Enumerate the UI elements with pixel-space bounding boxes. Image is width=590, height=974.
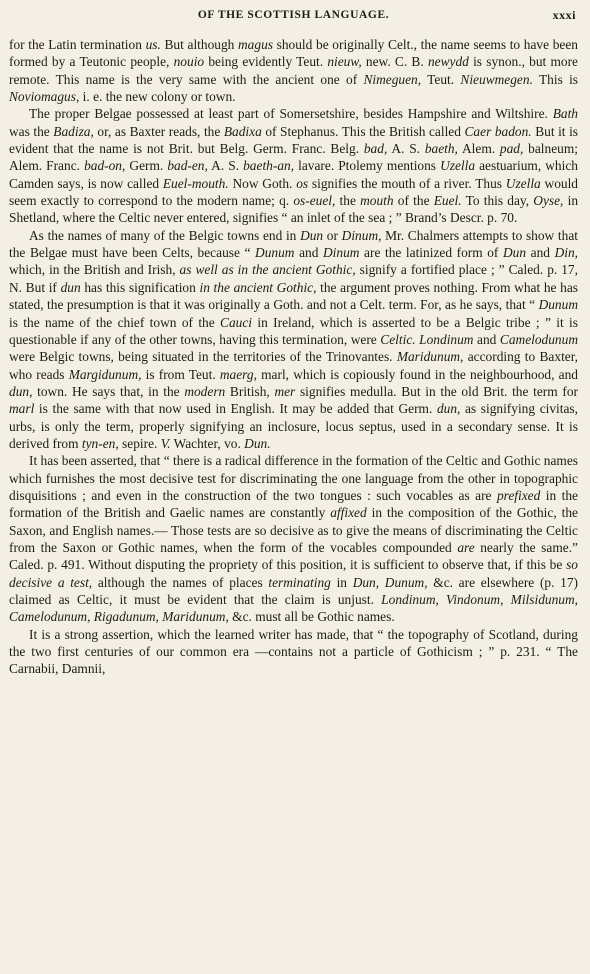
text-run: balneum; Alem. Franc. xyxy=(9,141,578,174)
italic-text: Badixa xyxy=(223,123,262,139)
italic-text: Euel. xyxy=(433,193,462,209)
text-run: As the names of many of the Belgic towns end in xyxy=(29,227,301,243)
text-run: nearly the same.” Caled. p. 491. Without disputing the propriety of this position, it is sufficient to observe that, if this be xyxy=(9,539,578,573)
italic-text: in the ancient Gothic, xyxy=(199,279,317,295)
italic-text: nouio xyxy=(173,54,205,70)
italic-text: Celtic. xyxy=(380,331,416,347)
text-run: Wachter, vo. xyxy=(170,435,245,451)
body-text xyxy=(9,36,578,678)
text-run: Germ. xyxy=(125,158,168,174)
italic-text: bad, xyxy=(363,141,388,157)
text-run: and xyxy=(526,245,555,261)
text-run: of the xyxy=(393,193,434,209)
text-run: in Ireland, which is asserted to be a Belgic tribe ; ” it is questionable if any of the other towns, having this termination, were xyxy=(9,314,578,347)
text-run: of Stephanus. This the British called xyxy=(261,123,465,139)
italic-text: newydd xyxy=(427,54,469,70)
text-run: i. e. the new colony or town. xyxy=(79,89,236,105)
italic-text: baeth-an, xyxy=(243,158,295,174)
italic-text: Din, xyxy=(554,245,578,261)
text-run: Mr. Chalmers attempts to show that the Belgae must have been Celts, because “ xyxy=(9,227,578,261)
italic-text: os-euel, xyxy=(293,193,336,209)
text-run: and xyxy=(294,245,323,261)
paragraph xyxy=(9,452,578,625)
italic-text: Caer badon. xyxy=(464,123,532,139)
paragraph xyxy=(9,105,578,226)
italic-text: Euel-mouth. xyxy=(162,175,229,191)
italic-text: pad, xyxy=(499,141,524,157)
italic-text: terminating xyxy=(268,574,331,590)
text-run: which, in the British and Irish, xyxy=(9,262,180,278)
italic-text: Nimeguen, xyxy=(363,71,422,87)
text-run: Now Goth. xyxy=(228,175,297,191)
text-run: It is a strong assertion, which the learned writer has made, that “ the topography of Scotland, during the two first centuries of our common era —contains not a particle of Gothicism ; ” p. 231. “ The Carnabii, Damnii, xyxy=(9,626,578,677)
italic-text: mer xyxy=(274,383,296,399)
text-run: A. S. xyxy=(387,141,425,157)
text-run: in xyxy=(330,574,353,590)
italic-text: Dinum, xyxy=(341,227,382,243)
text-run: is the same with that now used in English. It may be added that Germ. xyxy=(34,401,437,417)
italic-text: dun xyxy=(60,279,81,295)
text-run: is the name of the chief town of the xyxy=(9,314,221,330)
italic-text: affixed xyxy=(330,505,367,521)
text-run: or xyxy=(323,227,342,243)
paragraph xyxy=(9,36,578,105)
text-run: Teut. xyxy=(421,71,461,87)
text-run: the xyxy=(335,193,361,209)
text-run: town. He says that, in the xyxy=(32,383,185,399)
text-run: according to Baxter, who reads xyxy=(9,349,578,382)
text-run: lavare. Ptolemy mentions xyxy=(294,158,441,174)
text-run: British, xyxy=(225,383,275,399)
italic-text: Dun xyxy=(300,227,324,243)
text-run: But it is evident that the name is not Brit. but Belg. Germ. Franc. Belg. xyxy=(9,123,579,157)
italic-text: Bath xyxy=(552,106,578,122)
text-run: is synon., but more remote. This name is the very same with the ancient one of xyxy=(9,54,578,87)
text-run: and xyxy=(473,331,500,347)
italic-text: os xyxy=(296,175,309,191)
italic-text: Maridunum, xyxy=(396,349,464,365)
text-run: marl, which is copiously found in the neighbourhood, and xyxy=(256,366,578,382)
text-run: would seem exactly to correspond to the modern name; q. xyxy=(9,175,579,209)
italic-text: Dunum xyxy=(255,245,295,261)
italic-text: Margidunum, xyxy=(68,366,142,382)
italic-text: tyn-en, xyxy=(81,435,119,451)
italic-text: Oyse, xyxy=(533,193,564,209)
italic-text: Uzella xyxy=(505,175,541,191)
text-run: It has been asserted, that “ there is a radical difference in the formation of the Celtic and Gothic names which furnishes the most decisive test for discriminating the one language from the other in topographic disquisitions ; and even in the construction of the two tongues : such vocables as are xyxy=(9,453,578,503)
italic-text: Noviomagus, xyxy=(9,89,80,105)
italic-text: maerg, xyxy=(219,366,257,382)
text-run: aestuarium, which Camden says, is now called xyxy=(9,158,578,191)
text-run: the argument proves nothing. From what he has stated, the presumption is that it was originally a Goth. and not a Celt. term. For, as he says, that “ xyxy=(9,279,579,313)
italic-text: are xyxy=(457,539,475,555)
text-run: &c. are elsewhere (p. 17) claimed as Celtic, it must be evident that the claim is unjust. xyxy=(9,574,578,607)
italic-text: dun, xyxy=(9,383,33,399)
text-run: was the xyxy=(9,123,54,139)
italic-text: baeth, xyxy=(424,141,458,157)
italic-text: Badiza, xyxy=(53,123,94,139)
text-run: signifies medulla. But in the old Brit. the term for xyxy=(295,383,578,399)
italic-text: Londinum, Vindonum, Milsidunum, Camelodunum, Rigadunum, Maridunum, xyxy=(9,592,578,625)
italic-text: so decisive a test, xyxy=(9,557,578,590)
italic-text: Dun, Dunum, xyxy=(352,574,428,590)
italic-text: Uzella xyxy=(440,158,476,174)
text-run: as signifying civitas, urbs, is only the term, properly signifying an inclosure, locus septus, used in a secondary sense. It is derived from xyxy=(9,401,578,451)
italic-text: modern xyxy=(184,383,226,399)
italic-text: Dinum xyxy=(323,245,360,261)
italic-text: magus xyxy=(238,37,273,52)
text-run: A. S. xyxy=(207,158,244,174)
text-run: new. C. B. xyxy=(361,54,428,70)
italic-text: nieuw, xyxy=(327,54,362,70)
text-run: Alem. xyxy=(457,141,500,157)
text-run: were Belgic towns, being situated in the territories of the Trinovantes. xyxy=(9,349,397,365)
paragraph xyxy=(9,227,578,452)
text-run: sepire. xyxy=(118,435,161,451)
italic-text: prefixed xyxy=(496,487,541,503)
text-run: in the composition of the Gothic, the Saxon, and English names.— Those tests are so decisive as to give the means of discriminating the Celtic from the Saxon or Gothic names, when the form of the vocables compounded xyxy=(9,505,578,555)
text-run: in Shetland, where the Celtic never entered, signifies “ an inlet of the sea ; ” Brand’s Descr. p. 70. xyxy=(9,193,579,226)
page-header xyxy=(9,0,578,36)
italic-text: marl xyxy=(9,401,35,417)
italic-text: as well as in the ancient Gothic, xyxy=(179,262,356,278)
text-run: in the formation of the British and Gaelic names are constantly xyxy=(9,487,578,521)
paragraph xyxy=(9,626,578,678)
text-run: To this day, xyxy=(461,193,534,209)
text-run: &c. must all be Gothic names. xyxy=(228,609,395,625)
italic-text: dun, xyxy=(436,401,461,417)
text-run: is from Teut. xyxy=(141,366,220,382)
italic-text: Nieuwmegen. xyxy=(460,71,533,87)
page-number: xxxi xyxy=(552,8,576,22)
italic-text: bad-en, xyxy=(167,158,208,174)
text-run: The proper Belgae possessed at least part of Somersetshire, besides Hampshire and Wiltshire. xyxy=(29,106,553,122)
italic-text: Londinum xyxy=(419,331,474,347)
text-run: or, as Baxter reads, the xyxy=(93,123,224,139)
italic-text: mouth xyxy=(360,193,394,209)
italic-text: Dun. xyxy=(244,435,271,451)
italic-text: V. xyxy=(160,435,171,451)
text-run: signify a fortified place ; ” Caled. p. 17, N. But if xyxy=(9,262,578,295)
text-run: are the latinized form of xyxy=(359,245,503,261)
italic-text: Cauci xyxy=(220,314,253,330)
running-title: OF THE SCOTTISH LANGUAGE. xyxy=(197,9,390,21)
text-run: But although xyxy=(160,37,239,52)
italic-text: Dunum xyxy=(538,297,578,313)
italic-text: us. xyxy=(145,37,161,52)
text-run: although the names of places xyxy=(92,574,269,590)
italic-text: bad-on, xyxy=(84,158,126,174)
text-run: This is xyxy=(532,71,579,87)
text-run: signifies the mouth of a river. Thus xyxy=(308,175,506,191)
italic-text: Dun xyxy=(502,245,527,261)
text-run: has this signification xyxy=(80,279,200,295)
text-run: being evidently Teut. xyxy=(204,54,328,70)
text-run: for the Latin termination xyxy=(9,37,146,52)
italic-text: Camelodunum xyxy=(499,331,578,347)
text-run: should be originally Celt., the name seems to have been formed by a Teutonic people, xyxy=(9,37,578,70)
